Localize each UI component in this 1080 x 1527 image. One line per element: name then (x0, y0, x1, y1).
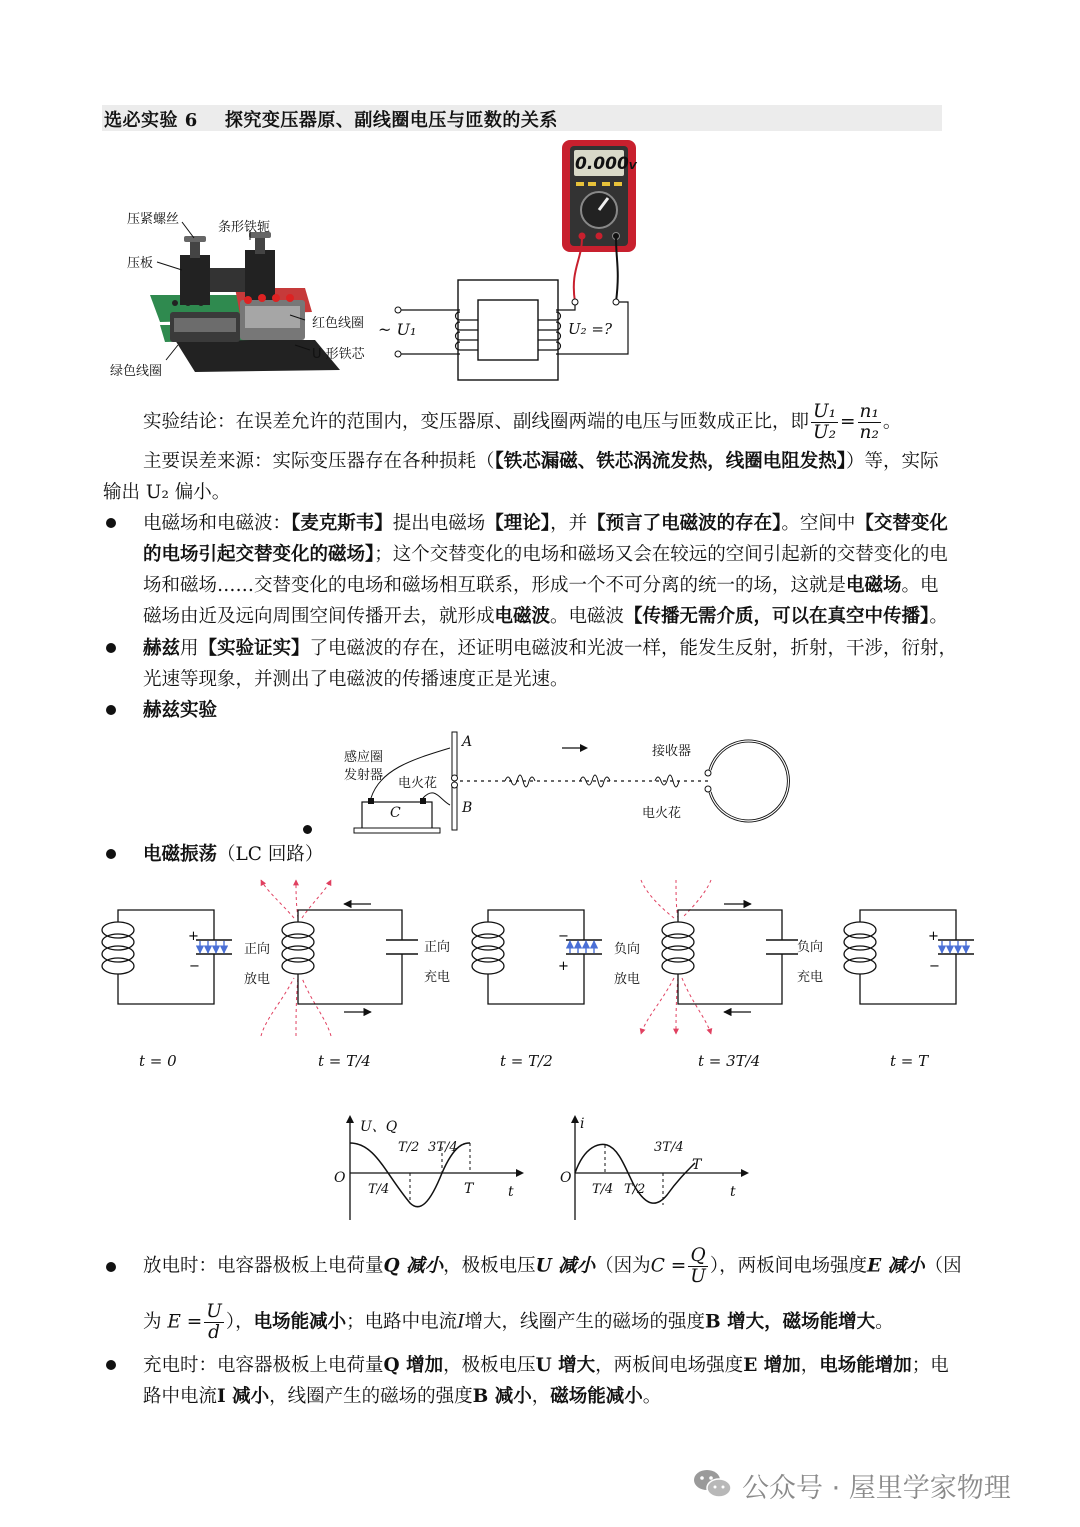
graph-uq-half: T/2 (398, 1140, 420, 1155)
time-label-4: t = T (890, 1052, 929, 1070)
graph-uq-quarter: T/4 (368, 1182, 390, 1197)
transformer-circuit (370, 230, 640, 385)
graph-i-origin: O (560, 1170, 572, 1186)
lc-stages-diagram (96, 878, 986, 1038)
graph-uq-three-quarter: 3T/4 (428, 1140, 458, 1155)
time-label-0: t = 0 (139, 1052, 177, 1070)
lc-stage-t-half (472, 910, 602, 1004)
lc-stage-t0 (102, 910, 232, 1004)
stage-label-charge-pos-1: 正向 (424, 940, 451, 955)
bullet-dot (106, 1360, 116, 1370)
graph-i-t: t (730, 1184, 736, 1200)
time-label-1: t = T/4 (318, 1052, 371, 1070)
svg-text:−: − (558, 929, 569, 944)
svg-text:−: − (929, 959, 940, 974)
error-source-line2: 输出 U₂ 偏小。 (103, 482, 231, 503)
label-c: C (390, 805, 401, 821)
bullet-dot (106, 643, 116, 653)
graph-uq-T: T (464, 1181, 474, 1197)
svg-text:+: + (188, 929, 199, 944)
hertz-line1: 赫兹用【实验证实】了电磁波的存在，还证明电磁波和光波一样，能发生反射，折射，干涉，衍射， (143, 638, 958, 659)
charge-line2: 路中电流I 减小，线圈产生的磁场的强度B 减小，磁场能减小。 (143, 1386, 662, 1407)
lc-heading: 电磁振荡（LC 回路） (143, 844, 324, 865)
svg-text:+: + (928, 929, 939, 944)
lc-stage-t-full (844, 910, 974, 1004)
svg-text:−: − (189, 959, 200, 974)
error-source-line1: 主要误差来源：实际变压器存在各种损耗（【铁芯漏磁、铁芯涡流发热，线圈电阻发热】）等，实际 (143, 451, 939, 472)
label-spark-receiver: 电火花 (642, 806, 682, 821)
lc-stage-t-three-quarter (641, 880, 798, 1034)
label-emitter: 发射器 (344, 768, 384, 783)
graph-uq-t: t (508, 1184, 514, 1200)
stage-label-charge-pos-2: 充电 (424, 970, 451, 985)
stage-label-discharge-pos-1: 正向 (244, 942, 271, 957)
graph-i-T: T (692, 1157, 702, 1173)
label-u-core: U 形铁芯 (312, 347, 365, 362)
em-wave-line4: 磁场由近及远向周围空间传播开去，就形成电磁波。电磁波【传播无需介质，可以在真空中传播】。 (143, 606, 948, 627)
discharge-line2: 为 E = $\frac{U}{d}$ ），电场能减小；电路中电流I增大，线圈产生的磁场的强度B 增大，磁场能增大。 (143, 1301, 894, 1343)
label-plate: 压板 (127, 256, 154, 271)
label-red-coil: 红色线圈 (312, 316, 365, 331)
graph-uq-origin: O (334, 1170, 346, 1186)
time-label-2: t = T/2 (500, 1052, 553, 1070)
stage-label-discharge-neg-1: 负向 (614, 942, 641, 957)
bullet-dot (106, 705, 116, 715)
label-b: B (462, 800, 473, 816)
em-wave-line1: 电磁场和电磁波：【麦克斯韦】提出电磁场【理论】，并【预言了电磁波的存在】。空间中【交替变化 (143, 513, 948, 534)
graph-uq-ylabel: U、Q (360, 1119, 398, 1135)
label-bar-yoke: 条形铁轭 (218, 220, 271, 235)
section-title: 选必实验 6 探究变压器原、副线圈电压与匝数的关系 (104, 110, 558, 131)
stage-label-charge-neg-2: 充电 (797, 970, 824, 985)
em-wave-line2: 的电场引起交替变化的磁场】；这个交替变化的电场和磁场又会在较远的空间引起新的交替变化的电 (143, 544, 948, 565)
stage-label-discharge-pos-2: 放电 (244, 972, 271, 987)
graph-i-half: T/2 (624, 1182, 646, 1197)
em-wave-line3: 场和磁场……交替变化的电场和磁场相互联系，形成一个不可分离的统一的场，这就是电磁场。电 (143, 575, 939, 596)
hertz-line2: 光速等现象，并测出了电磁波的传播速度正是光速。 (143, 669, 569, 690)
graph-i-quarter: T/4 (592, 1182, 614, 1197)
bullet-dot (106, 849, 116, 859)
multimeter-reading: 0.000V (575, 154, 637, 174)
stage-label-discharge-neg-2: 放电 (614, 972, 641, 987)
u1-label: ~ U₁ (378, 320, 417, 339)
bullet-dot (106, 1262, 116, 1272)
svg-text:+: + (558, 959, 569, 974)
charge-line1: 充电时：电容器极板上电荷量Q 增加，极板电压U 增大，两板间电场强度E 增加，电场能增加；电 (143, 1355, 949, 1376)
label-receiver: 接收器 (652, 744, 692, 759)
graph-i-three-quarter: 3T/4 (654, 1140, 684, 1155)
discharge-line1: 放电时：电容器极板上电荷量Q 减小，极板电压U 减小（因为C = $\frac{Q}{U}$ ），两板间电场强度E 减小（因 (143, 1245, 962, 1287)
watermark-text: 公众号 · 屋里学家物理 (742, 1473, 1011, 1504)
stage-label-charge-neg-1: 负向 (797, 940, 824, 955)
label-spark-emitter: 电火花 (398, 776, 438, 791)
wechat-icon (692, 1466, 734, 1502)
bullet-dot (106, 518, 116, 528)
conclusion-line: 实验结论：在误差允许的范围内，变压器原、副线圈两端的电压与匝数成正比，即 $\frac{\text{U₁}}{\text{U₂}}$ = $\frac{\text{n₁}}{\text{n₂}}$ 。 (143, 401, 902, 443)
hertz-experiment-heading: 赫兹实验 (143, 700, 218, 721)
label-green-coil: 绿色线圈 (110, 364, 163, 379)
time-label-3: t = 3T/4 (698, 1052, 761, 1070)
lc-stage-t-quarter (261, 880, 418, 1036)
stray-dot (303, 825, 312, 834)
label-a: A (462, 734, 473, 750)
graph-i-ylabel: i (580, 1116, 585, 1132)
label-induction-coil: 感应圈 (344, 750, 384, 765)
u2-label: U₂ =? (568, 320, 613, 338)
label-screw: 压紧螺丝 (127, 212, 180, 227)
graph-i (555, 1115, 755, 1225)
